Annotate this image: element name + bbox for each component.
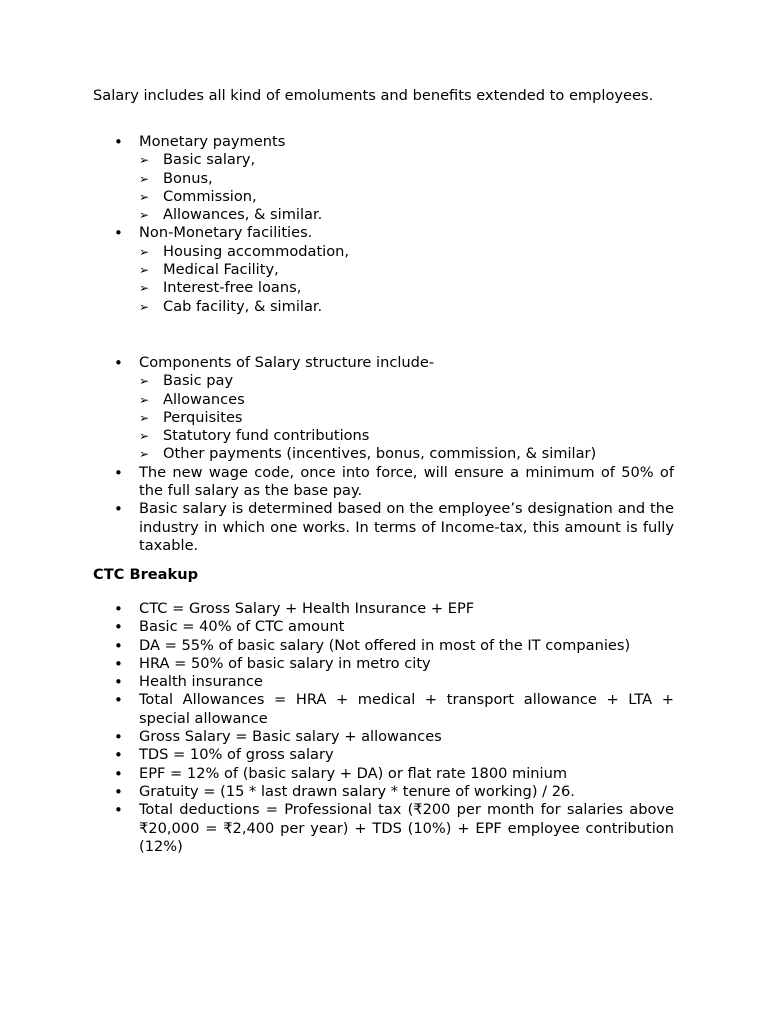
ctc-item: • Basic = 40% of CTC amount (114, 618, 345, 637)
bullet-icon: • (114, 500, 123, 519)
sub-item: ➢ Basic salary, (139, 151, 256, 169)
bullet-icon: • (114, 600, 123, 618)
bullet-icon: • (114, 618, 123, 637)
bullet-icon: • (114, 636, 123, 655)
bullet-icon: • (114, 782, 123, 801)
bullet-icon: • (114, 801, 123, 820)
ctc-item: • HRA = 50% of basic salary in metro city (114, 654, 431, 673)
ctc-item: • Gratuity = (15 * last drawn salary * tenure of working) / 26. (114, 782, 575, 801)
sub-item: ➢ Cab facility, & similar. (139, 297, 323, 315)
bullet-icon: • (114, 764, 123, 783)
arrow-bullet-icon: ➢ (139, 447, 150, 462)
sub-item: ➢ Perquisites (139, 408, 243, 426)
sub-item: ➢ Basic pay (139, 372, 234, 390)
list-item-components (93, 354, 674, 372)
arrow-bullet-icon: ➢ (139, 263, 150, 278)
bullet-icon: • (114, 654, 123, 673)
list-item-monetary (93, 133, 674, 151)
salary-structure-list (93, 354, 674, 555)
ctc-item: • CTC = Gross Salary + Health Insurance + EPF (114, 600, 475, 618)
sub-item: ➢ Other payments (incentives, bonus, commission, & similar) (139, 445, 597, 463)
arrow-bullet-icon: ➢ (139, 281, 150, 296)
arrow-bullet-icon: ➢ (139, 208, 150, 223)
arrow-bullet-icon: ➢ (139, 244, 150, 259)
bullet-icon: • (114, 354, 123, 372)
ctc-list (93, 600, 674, 856)
benefits-list (93, 133, 674, 316)
list-item-non-monetary (93, 224, 674, 242)
sub-item: ➢ Allowances (139, 390, 245, 408)
list-item-label: Components of Salary structure include- (139, 354, 435, 371)
ctc-item: • Health insurance (114, 673, 263, 692)
bullet-icon: • (114, 746, 123, 765)
ctc-item: • Gross Salary = Basic salary + allowances (114, 728, 442, 747)
bullet-icon: • (114, 133, 123, 151)
sub-item: ➢ Statutory fund contributions (139, 427, 370, 445)
sub-item: ➢ Housing accommodation, (139, 242, 350, 260)
list-item-label: Monetary payments (139, 133, 286, 150)
ctc-item: • TDS = 10% of gross salary (114, 746, 334, 765)
arrow-bullet-icon: ➢ (139, 189, 150, 204)
ctc-item: • Total Allowances = HRA + medical + transport allowance + LTA + special allowance (114, 691, 674, 727)
bullet-icon: • (114, 728, 123, 747)
list-item-wage-code: • The new wage code, once into force, will ensure a minimum of 50% of the full salary as the base pay. (114, 463, 674, 500)
ctc-item: • EPF = 12% of (basic salary + DA) or flat rate 1800 minium (114, 764, 568, 783)
arrow-bullet-icon: ➢ (139, 374, 150, 389)
arrow-bullet-icon: ➢ (139, 299, 150, 314)
ctc-heading: CTC Breakup (93, 566, 199, 583)
arrow-bullet-icon: ➢ (139, 171, 150, 186)
sub-item: ➢ Medical Facility, (139, 261, 279, 279)
arrow-bullet-icon: ➢ (139, 429, 150, 444)
intro-paragraph: Salary includes all kind of emoluments and benefits extended to employees. (93, 87, 654, 104)
list-item-basic-salary: • Basic salary is determined based on the employee’s designation and the industry in which one works. In terms of Income-tax, this amount is fully taxable. (114, 500, 674, 554)
sub-item: ➢ Interest-free loans, (139, 279, 302, 297)
bullet-icon: • (114, 673, 123, 692)
bullet-icon: • (114, 463, 123, 482)
ctc-item: • Total deductions = Professional tax (₹200 per month for salaries above ₹20,000 = ₹2,400 per year) + TDS (10%) + EPF employee contribution (12%) (114, 801, 674, 855)
sub-item: ➢ Allowances, & similar. (139, 206, 323, 224)
sub-item: ➢ Commission, (139, 187, 257, 205)
list-item-label: Non-Monetary facilities. (139, 224, 313, 242)
arrow-bullet-icon: ➢ (139, 392, 150, 407)
ctc-item: • DA = 55% of basic salary (Not offered in most of the IT companies) (114, 636, 631, 655)
bullet-icon: • (114, 691, 123, 710)
sub-item: ➢ Bonus, (139, 169, 213, 187)
arrow-bullet-icon: ➢ (139, 410, 150, 425)
arrow-bullet-icon: ➢ (139, 153, 150, 168)
bullet-icon: • (114, 224, 123, 243)
